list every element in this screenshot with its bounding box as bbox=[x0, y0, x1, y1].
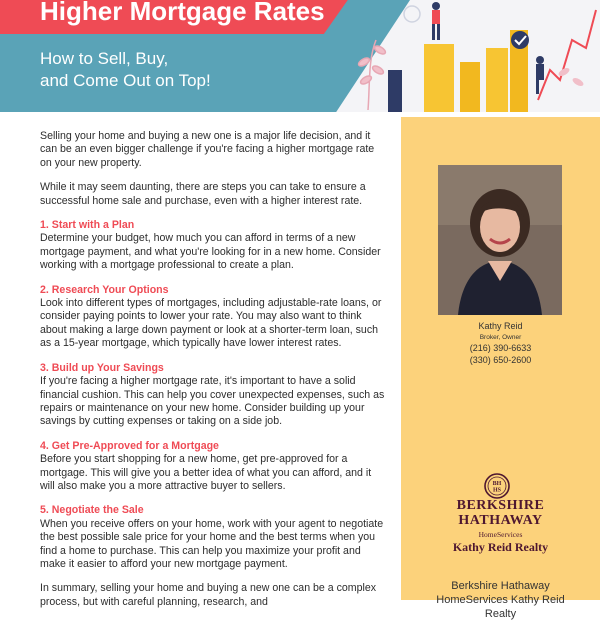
agent-phone-2[interactable]: (330) 650-2600 bbox=[469, 355, 532, 365]
brand-line-1: BERKSHIRE bbox=[456, 498, 545, 513]
agent-portrait-icon bbox=[438, 165, 562, 315]
checkmark-icon bbox=[511, 31, 529, 49]
brand-line-4: Kathy Reid Realty bbox=[452, 540, 549, 554]
bhhs-seal-icon bbox=[484, 473, 510, 499]
chart-bar-2 bbox=[460, 62, 480, 112]
step-section-3 bbox=[40, 362, 385, 429]
step-section-4 bbox=[40, 440, 385, 494]
svg-text:HS: HS bbox=[492, 487, 502, 494]
agent-title: Broker, Owner bbox=[479, 334, 522, 341]
step-body: If you're facing a higher mortgage rate, it's important to have a solid financial cushion. This can help you cover unexpected expenses, such as repairs or maintenance on your new home. Consider building up your savings by cutting expenses or taking on a side job. bbox=[40, 375, 385, 428]
brand-line-2: HATHAWAY bbox=[458, 513, 543, 528]
plant-left-icon bbox=[357, 40, 386, 110]
office-line-2: HomeServices Kathy Reid bbox=[436, 594, 565, 606]
step-section-5 bbox=[40, 504, 385, 571]
step-section-1 bbox=[40, 219, 385, 273]
intro-paragraph-2: While it may seem daunting, there are steps you can take to ensure a successful home sale and purchase, even with a higher interest rate. bbox=[40, 181, 366, 207]
step-heading: 1. Start with a Plan bbox=[40, 219, 135, 232]
chart-bar-3 bbox=[486, 48, 508, 112]
step-section-2 bbox=[40, 284, 385, 351]
summary-paragraph: In summary, selling your home and buying a new one can be a complex process, but with careful planning, research, and bbox=[40, 582, 377, 608]
step-body: Before you start shopping for a new home, get pre-approved for a mortgage. This will give you a better idea of what you can afford, and it will also make you a more attractive buyer to sellers. bbox=[40, 453, 372, 492]
office-line-1: Berkshire Hathaway bbox=[451, 580, 550, 592]
intro-paragraph-1: Selling your home and buying a new one is a major life decision, and it can be an even bigger challenge if you're facing a higher mortgage rate on your new property. bbox=[40, 130, 375, 169]
step-body: Look into different types of mortgages, including adjustable-rate loans, or consider paying points to lower your rate. You may also want to think about making a large down payment or look at a shorter-term loan, such as a 15-year mortgage, which typically have lower interest rates. bbox=[40, 297, 382, 350]
agent-sidebar bbox=[401, 117, 600, 620]
agent-phone-1[interactable]: (216) 390-6633 bbox=[469, 343, 532, 353]
pedestal bbox=[388, 70, 402, 112]
step-heading: 3. Build up Your Savings bbox=[40, 361, 164, 374]
page-title: Higher Mortgage Rates bbox=[40, 0, 325, 26]
header-banner bbox=[0, 0, 600, 112]
step-body: Determine your budget, how much you can afford in terms of a new mortgage payment, and what you're looking for in a new home. Consider working with a mortgage professional to create a plan. bbox=[40, 232, 381, 272]
person-figure-icon bbox=[432, 2, 440, 40]
agent-photo bbox=[438, 165, 562, 315]
subtitle-line-2: and Come Out on Top! bbox=[40, 71, 211, 90]
page-subtitle bbox=[40, 48, 211, 92]
step-heading: 5. Negotiate the Sale bbox=[40, 504, 144, 517]
step-body: When you receive offers on your home, work with your agent to negotiate the best possible sale price for your home and the best terms when you find a home to purchase. This can help you maximize your profit and make it easier to afford your new mortgage payment. bbox=[40, 517, 384, 570]
step-heading: 2. Research Your Options bbox=[40, 283, 169, 296]
trend-line bbox=[538, 10, 596, 100]
subtitle-line-1: How to Sell, Buy, bbox=[40, 49, 169, 68]
svg-text:BH: BH bbox=[492, 481, 502, 487]
agent-name: Kathy Reid bbox=[478, 321, 523, 331]
lightbulb-icon bbox=[404, 6, 420, 22]
step-heading: 4. Get Pre-Approved for a Mortgage bbox=[40, 439, 219, 452]
chart-bar-1 bbox=[424, 44, 454, 112]
office-line-3: Realty bbox=[484, 608, 517, 620]
office-name bbox=[401, 579, 600, 621]
rising-rates-illustration bbox=[350, 0, 600, 112]
brand-line-3: HomeServices bbox=[478, 530, 523, 539]
article-body bbox=[40, 130, 385, 620]
